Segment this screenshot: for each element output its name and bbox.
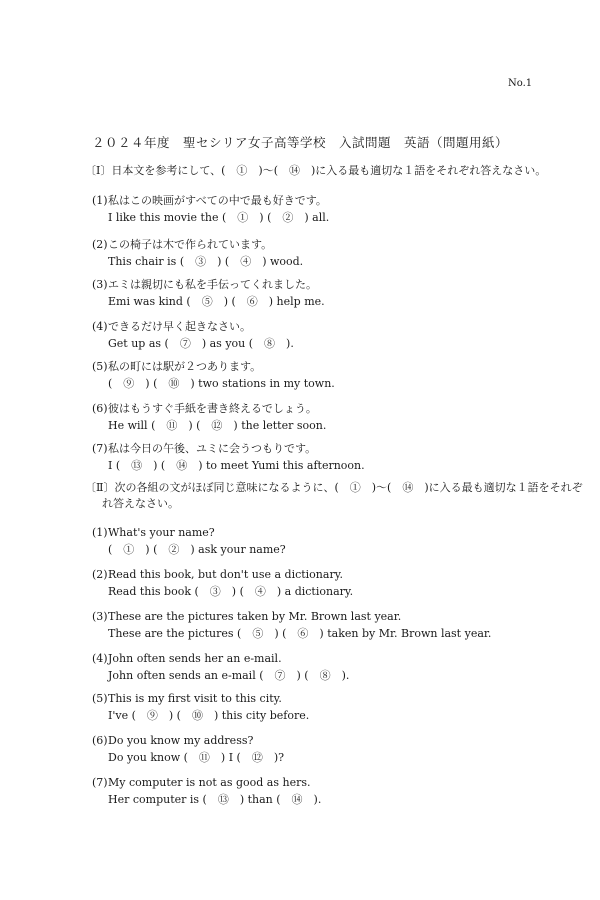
sentence-a: John often sends her an e-mail. — [108, 652, 282, 665]
sentence-a: Read this book, but don't use a dictionary. — [108, 568, 343, 581]
s2-question-2 — [92, 566, 353, 600]
section2-instruction-line2: れ答えなさい。 — [102, 497, 179, 510]
question-number: (6) — [92, 402, 108, 415]
s1-question-7 — [92, 440, 365, 474]
s1-question-2 — [92, 236, 303, 270]
sentence-b: Do you know ( ⑪ ) I ( ⑫ )? — [108, 751, 285, 764]
english-sentence: This chair is ( ③ ) ( ④ ) wood. — [108, 255, 304, 268]
s2-question-4 — [92, 650, 349, 684]
question-number: (3) — [92, 610, 108, 623]
english-sentence: I like this movie the ( ① ) ( ② ) all. — [108, 211, 330, 224]
question-number: (5) — [92, 360, 108, 373]
sentence-b: John often sends an e-mail ( ⑦ ) ( ⑧ ). — [108, 669, 350, 682]
question-number: (3) — [92, 278, 108, 291]
japanese-sentence: できるだけ早く起きなさい。 — [108, 320, 251, 333]
sentence-a: These are the pictures taken by Mr. Brown last year. — [108, 610, 402, 623]
question-number: (6) — [92, 734, 108, 747]
s1-question-5 — [92, 358, 335, 392]
section2-instruction-line1: 〔Ⅱ〕次の各組の文がほぼ同じ意味になるように、( ① )～( ⑭ )に入る最も適切な１語をそれぞ — [85, 481, 583, 494]
english-sentence: Get up as ( ⑦ ) as you ( ⑧ ). — [108, 337, 294, 350]
japanese-sentence: 私の町には駅が２つあります。 — [108, 360, 262, 373]
sentence-a: My computer is not as good as hers. — [108, 776, 311, 789]
sentence-b: Her computer is ( ⑬ ) than ( ⑭ ). — [108, 793, 322, 806]
english-sentence: I ( ⑬ ) ( ⑭ ) to meet Yumi this afternoon. — [108, 459, 365, 472]
japanese-sentence: 私はこの映画がすべての中で最も好きです。 — [108, 194, 327, 207]
question-number: (7) — [92, 776, 108, 789]
s1-question-1 — [92, 192, 329, 226]
question-number: (1) — [92, 526, 108, 539]
sentence-a: What's your name? — [108, 526, 215, 539]
question-number: (4) — [92, 320, 108, 333]
page-title: ２０２４年度 聖セシリア女子高等学校 入試問題 英語（問題用紙） — [91, 135, 508, 150]
s2-question-3 — [92, 608, 491, 642]
s1-question-4 — [92, 318, 294, 352]
sentence-a: This is my first visit to this city. — [108, 692, 282, 705]
sentence-b: These are the pictures ( ⑤ ) ( ⑥ ) taken by Mr. Brown last year. — [108, 627, 492, 640]
s2-question-6 — [92, 732, 284, 766]
japanese-sentence: 彼はもうすぐ手紙を書き終えるでしょう。 — [108, 402, 317, 415]
question-number: (5) — [92, 692, 108, 705]
question-number: (1) — [92, 194, 108, 207]
english-sentence: Emi was kind ( ⑤ ) ( ⑥ ) help me. — [108, 295, 325, 308]
question-number: (2) — [92, 238, 108, 251]
s2-question-1 — [92, 524, 286, 558]
section2-instruction — [85, 480, 583, 512]
question-number: (2) — [92, 568, 108, 581]
english-sentence: ( ⑨ ) ( ⑩ ) two stations in my town. — [108, 377, 335, 390]
s2-question-7 — [92, 774, 321, 808]
sentence-b: I've ( ⑨ ) ( ⑩ ) this city before. — [108, 709, 310, 722]
japanese-sentence: エミは親切にも私を手伝ってくれました。 — [108, 278, 317, 291]
page-number: No.1 — [508, 78, 533, 89]
section1-instruction: 〔Ⅰ〕日本文を参考にして、( ① )～( ⑭ )に入る最も適切な１語をそれぞれ答えなさい。 — [85, 164, 547, 177]
s2-question-5 — [92, 690, 309, 724]
s1-question-6 — [92, 400, 326, 434]
japanese-sentence: この椅子は木で作られています。 — [108, 238, 273, 251]
s1-question-3 — [92, 276, 325, 310]
japanese-sentence: 私は今日の午後、ユミに会うつもりです。 — [108, 442, 317, 455]
question-number: (4) — [92, 652, 108, 665]
question-number: (7) — [92, 442, 108, 455]
sentence-b: ( ① ) ( ② ) ask your name? — [108, 543, 286, 556]
sentence-a: Do you know my address? — [108, 734, 254, 747]
sentence-b: Read this book ( ③ ) ( ④ ) a dictionary. — [108, 585, 354, 598]
english-sentence: He will ( ⑪ ) ( ⑫ ) the letter soon. — [108, 419, 327, 432]
